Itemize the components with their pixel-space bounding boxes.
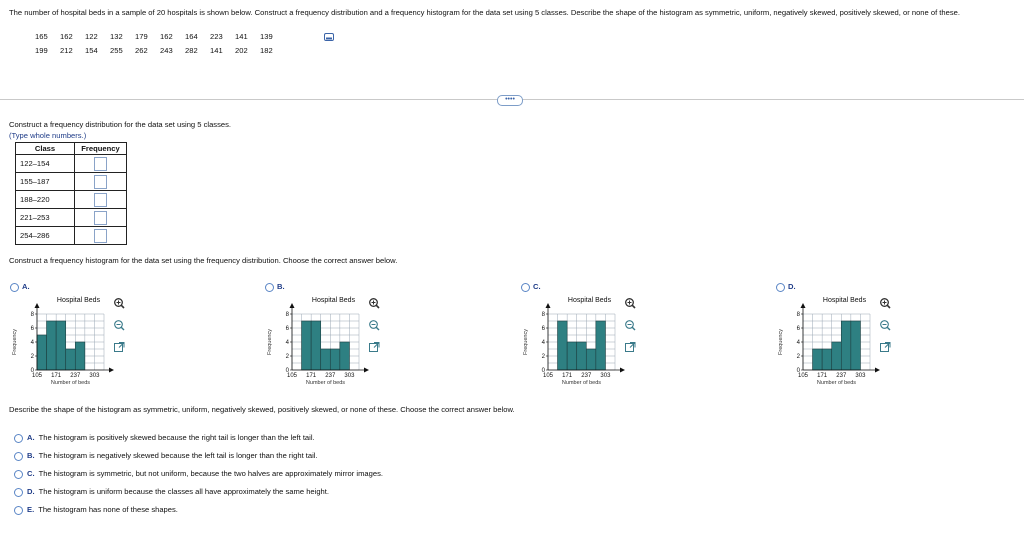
y-axis-label: Frequency bbox=[778, 329, 784, 355]
table-row bbox=[16, 173, 127, 191]
hist-instruction: Construct a frequency histogram for the data set using the frequency distribution. Choose the correct answer below. bbox=[9, 256, 398, 265]
x-tick-label: 303 bbox=[855, 373, 866, 379]
answer-option-b[interactable]: B. The histogram is negatively skewed because the left tail is longer than the right tail. bbox=[14, 451, 383, 469]
radio-button[interactable] bbox=[14, 488, 23, 497]
frequency-input[interactable] bbox=[94, 211, 107, 225]
histogram-bar bbox=[66, 349, 76, 370]
freq-instruction: Construct a frequency distribution for the data set using 5 classes. bbox=[9, 120, 232, 129]
data-value: 141 bbox=[235, 32, 248, 41]
x-tick-label: 105 bbox=[31, 373, 43, 379]
frequency-table bbox=[15, 142, 127, 245]
zoom-in-icon[interactable] bbox=[370, 299, 379, 308]
option-label[interactable]: D. bbox=[776, 282, 796, 292]
shape-options bbox=[14, 433, 383, 523]
chart-title: Hospital Beds bbox=[311, 297, 356, 304]
table-row bbox=[16, 155, 127, 173]
table-row bbox=[16, 227, 127, 245]
data-value: 141 bbox=[210, 46, 223, 55]
y-tick-label: 0 bbox=[30, 368, 34, 374]
answer-option-c[interactable]: C. The histogram is symmetric, but not uniform, because the two halves are approximately mirror images. bbox=[14, 469, 383, 487]
zoom-out-icon[interactable] bbox=[115, 321, 124, 330]
y-tick-label: 4 bbox=[541, 340, 545, 346]
y-tick-label: 2 bbox=[30, 354, 34, 360]
histogram-bar bbox=[586, 349, 596, 370]
class-cell: 254–286 bbox=[16, 227, 75, 245]
y-axis-arrow bbox=[546, 303, 551, 308]
table-row bbox=[16, 191, 127, 209]
answer-option-a[interactable]: A. The histogram is positively skewed because the right tail is longer than the left tail. bbox=[14, 433, 383, 451]
histogram-bar bbox=[321, 349, 331, 370]
data-value: 162 bbox=[60, 32, 73, 41]
x-tick-label: 171 bbox=[562, 373, 573, 379]
histogram-bar bbox=[330, 349, 340, 370]
y-tick-label: 2 bbox=[285, 354, 289, 360]
histogram-option-b[interactable] bbox=[265, 282, 405, 394]
data-value: 223 bbox=[210, 32, 223, 41]
y-tick-label: 6 bbox=[796, 326, 800, 332]
histogram-bar bbox=[37, 335, 47, 370]
x-tick-label: 237 bbox=[70, 373, 81, 379]
y-tick-label: 8 bbox=[541, 312, 545, 318]
histogram-bar bbox=[577, 342, 587, 370]
option-label[interactable]: B. bbox=[265, 282, 285, 292]
data-value: 212 bbox=[60, 46, 73, 55]
x-tick-label: 303 bbox=[89, 373, 100, 379]
frequency-input[interactable] bbox=[94, 175, 107, 189]
zoom-in-icon[interactable] bbox=[626, 299, 635, 308]
radio-button[interactable] bbox=[14, 506, 23, 515]
frequency-input[interactable] bbox=[94, 157, 107, 171]
histogram-bar bbox=[340, 342, 350, 370]
data-value: 255 bbox=[110, 46, 123, 55]
histogram-bar bbox=[302, 321, 312, 370]
data-value: 262 bbox=[135, 46, 148, 55]
y-tick-label: 0 bbox=[541, 368, 545, 374]
data-value: 202 bbox=[235, 46, 248, 55]
histogram-bar bbox=[75, 342, 85, 370]
y-tick-label: 0 bbox=[796, 368, 800, 374]
histogram-option-c[interactable] bbox=[521, 282, 661, 394]
answer-option-e[interactable]: E. The histogram has none of these shapes. bbox=[14, 505, 383, 523]
data-value: 282 bbox=[185, 46, 198, 55]
x-tick-label: 303 bbox=[344, 373, 355, 379]
class-cell: 188–220 bbox=[16, 191, 75, 209]
chart-title: Hospital Beds bbox=[567, 297, 612, 304]
histogram-bar bbox=[832, 342, 842, 370]
data-value: 164 bbox=[185, 32, 198, 41]
x-axis-label: Number of beds bbox=[50, 380, 91, 386]
histogram-chart bbox=[521, 290, 661, 394]
freq-hint: (Type whole numbers.) bbox=[9, 131, 87, 140]
x-tick-label: 171 bbox=[51, 373, 62, 379]
data-value: 122 bbox=[85, 32, 98, 41]
y-tick-label: 6 bbox=[541, 326, 545, 332]
y-tick-label: 6 bbox=[285, 326, 289, 332]
x-axis-label: Number of beds bbox=[305, 380, 346, 386]
data-row-2 bbox=[35, 46, 285, 55]
y-tick-label: 2 bbox=[541, 354, 545, 360]
histogram-option-d[interactable] bbox=[776, 282, 916, 394]
class-cell: 221–253 bbox=[16, 209, 75, 227]
y-tick-label: 8 bbox=[30, 312, 34, 318]
x-tick-label: 171 bbox=[306, 373, 317, 379]
data-value: 139 bbox=[260, 32, 273, 41]
y-tick-label: 8 bbox=[285, 312, 289, 318]
data-value: 243 bbox=[160, 46, 173, 55]
y-tick-label: 6 bbox=[30, 326, 34, 332]
y-tick-label: 8 bbox=[796, 312, 800, 318]
x-tick-label: 237 bbox=[325, 373, 336, 379]
chart-title: Hospital Beds bbox=[56, 297, 101, 304]
frequency-input[interactable] bbox=[94, 229, 107, 243]
chart-title: Hospital Beds bbox=[822, 297, 867, 304]
data-value: 165 bbox=[35, 32, 48, 41]
x-tick-label: 105 bbox=[286, 373, 298, 379]
x-tick-label: 105 bbox=[542, 373, 554, 379]
popout-icon[interactable] bbox=[370, 343, 380, 352]
x-axis-arrow bbox=[109, 368, 114, 373]
x-axis-arrow bbox=[875, 368, 880, 373]
class-cell: 155–187 bbox=[16, 173, 75, 191]
data-row-1 bbox=[35, 32, 285, 41]
copy-icon[interactable] bbox=[324, 33, 334, 41]
histogram-bar bbox=[822, 349, 832, 370]
y-tick-label: 2 bbox=[796, 354, 800, 360]
answer-option-d[interactable]: D. The histogram is uniform because the classes all have approximately the same height. bbox=[14, 487, 383, 505]
zoom-in-icon[interactable] bbox=[115, 299, 124, 308]
y-tick-label: 0 bbox=[285, 368, 289, 374]
col-frequency-header: Frequency bbox=[75, 143, 127, 155]
data-value: 154 bbox=[85, 46, 98, 55]
x-tick-label: 105 bbox=[797, 373, 809, 379]
histogram-option-a[interactable] bbox=[10, 282, 150, 394]
y-axis-label: Frequency bbox=[523, 329, 529, 355]
popout-icon[interactable] bbox=[881, 343, 891, 352]
problem-text: The number of hospital beds in a sample of 20 hospitals is shown below. Construct a frequency distribution and a frequency histogram for the data set using 5 classes. Describe the shape of the histogram as symmetric, uniform, negatively skewed, positively skewed, or none of these. bbox=[9, 8, 960, 17]
shape-instruction: Describe the shape of the histogram as symmetric, uniform, negatively skewed, positively skewed, or none of these. Choose the correct answer below. bbox=[9, 405, 515, 414]
frequency-input[interactable] bbox=[94, 193, 107, 207]
data-value: 132 bbox=[110, 32, 123, 41]
x-axis-arrow bbox=[364, 368, 369, 373]
x-axis-arrow bbox=[620, 368, 625, 373]
histogram-chart bbox=[265, 290, 405, 394]
data-value: 162 bbox=[160, 32, 173, 41]
x-tick-label: 171 bbox=[817, 373, 828, 379]
col-class-header: Class bbox=[16, 143, 75, 155]
zoom-out-icon[interactable] bbox=[626, 321, 635, 330]
zoom-in-icon[interactable] bbox=[881, 299, 890, 308]
popout-icon[interactable] bbox=[626, 343, 636, 352]
histogram-bar bbox=[311, 321, 321, 370]
histogram-bar bbox=[813, 349, 823, 370]
y-tick-label: 4 bbox=[796, 340, 800, 346]
option-label[interactable]: C. bbox=[521, 282, 541, 292]
y-tick-label: 4 bbox=[30, 340, 34, 346]
histogram-bar bbox=[851, 321, 861, 370]
x-axis-label: Number of beds bbox=[816, 380, 857, 386]
histogram-bar bbox=[567, 342, 577, 370]
histogram-bar bbox=[558, 321, 568, 370]
y-axis-arrow bbox=[801, 303, 806, 308]
x-tick-label: 237 bbox=[581, 373, 592, 379]
x-axis-label: Number of beds bbox=[561, 380, 602, 386]
data-value: 199 bbox=[35, 46, 48, 55]
x-tick-label: 303 bbox=[600, 373, 611, 379]
y-tick-label: 4 bbox=[285, 340, 289, 346]
x-tick-label: 237 bbox=[836, 373, 847, 379]
radio-button[interactable] bbox=[14, 452, 23, 461]
histogram-bar bbox=[841, 321, 851, 370]
data-value: 182 bbox=[260, 46, 273, 55]
class-cell: 122–154 bbox=[16, 155, 75, 173]
y-axis-arrow bbox=[35, 303, 40, 308]
data-value: 179 bbox=[135, 32, 148, 41]
zoom-out-icon[interactable] bbox=[370, 321, 379, 330]
option-label[interactable]: A. bbox=[10, 282, 30, 292]
y-axis-label: Frequency bbox=[267, 329, 273, 355]
popout-icon[interactable] bbox=[115, 343, 125, 352]
radio-button[interactable] bbox=[14, 470, 23, 479]
histogram-bar bbox=[56, 321, 66, 370]
more-button[interactable]: •••• bbox=[497, 95, 523, 106]
zoom-out-icon[interactable] bbox=[881, 321, 890, 330]
y-axis-arrow bbox=[290, 303, 295, 308]
radio-button[interactable] bbox=[14, 434, 23, 443]
histogram-chart bbox=[776, 290, 916, 394]
histogram-bar bbox=[47, 321, 57, 370]
y-axis-label: Frequency bbox=[12, 329, 18, 355]
histogram-chart bbox=[10, 290, 150, 394]
table-row bbox=[16, 209, 127, 227]
histogram-bar bbox=[596, 321, 606, 370]
